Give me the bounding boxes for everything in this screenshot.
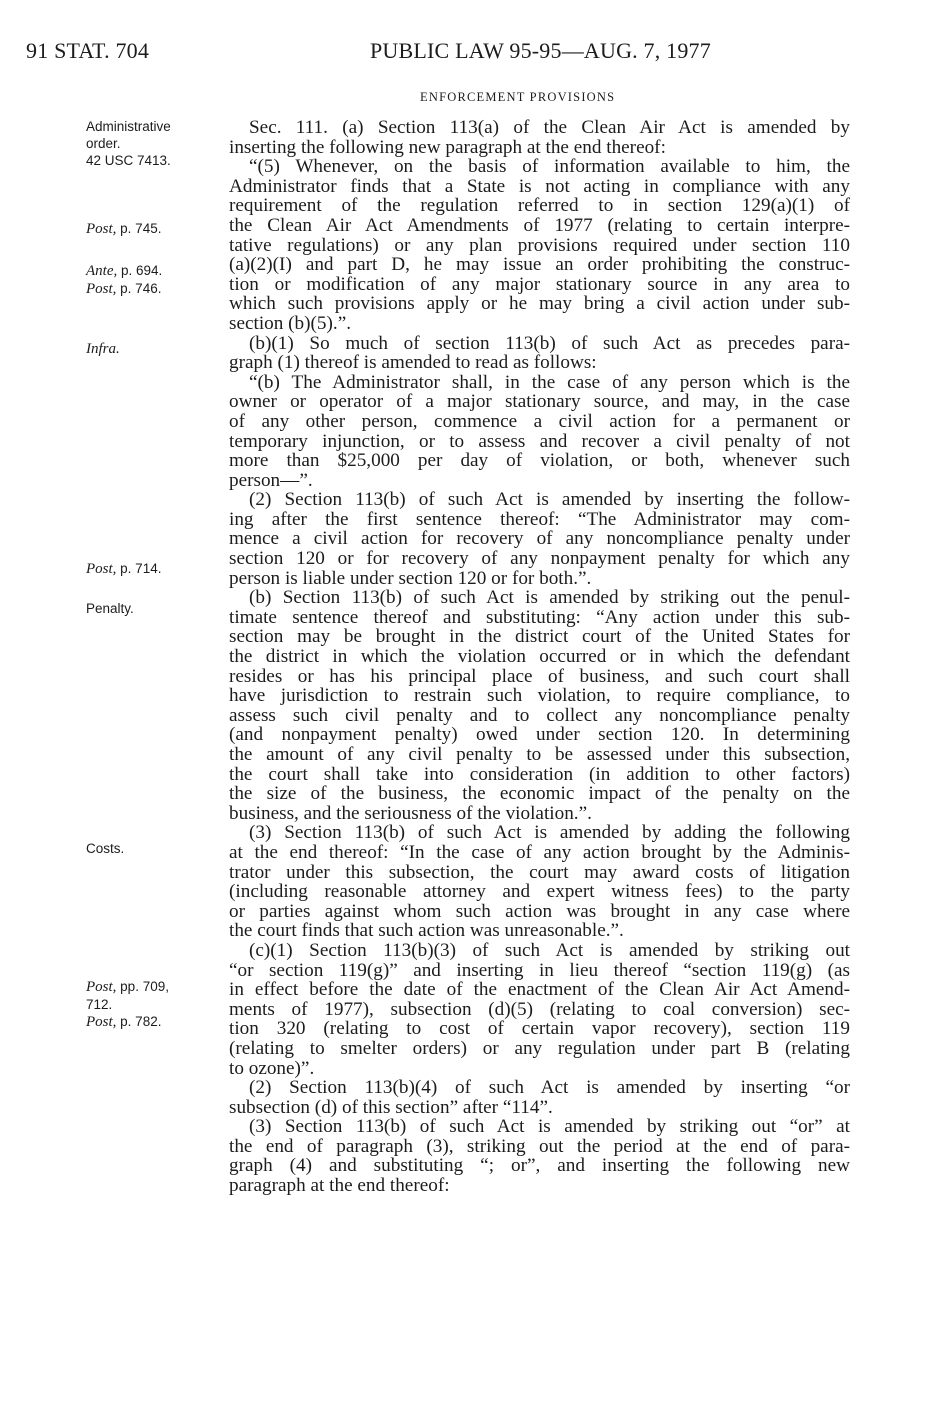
- margin-note-post-714: Post, p. 714.: [86, 561, 162, 577]
- text-line: temporary injunction, or to assess and recover a civil penalty of not: [229, 430, 850, 452]
- text-line: tative regulations) or any plan provisions required under section 110: [229, 234, 850, 256]
- text-line: of any other person, commence a civil action for a permanent or: [229, 410, 850, 432]
- margin-note-post-782: Post, p. 782.: [86, 1014, 162, 1030]
- text-line: to ozone)”.: [229, 1057, 315, 1079]
- text-line: requirement of the regulation referred to in section 129(a)(1) of: [229, 195, 850, 217]
- text-line: the amount of any civil penalty to be assessed under this subsection,: [229, 744, 850, 765]
- text-line: the size of the business, the economic impact of the penalty on the: [229, 783, 850, 805]
- text-line: subsection (d) of this section” after “114”.: [229, 1096, 553, 1118]
- margin-note-post-746: Post, p. 746.: [86, 281, 162, 297]
- text-line: ing after the first sentence thereof: “The Administrator may com-: [229, 508, 850, 530]
- text-line: trator under this subsection, the court may award costs of litigation: [229, 861, 850, 883]
- text-line: tion or modification of any major stationary source in any area to: [229, 273, 850, 295]
- stat-page-number: 91 STAT. 704: [26, 38, 150, 63]
- law-title-header: PUBLIC LAW 95-95—AUG. 7, 1977: [370, 38, 711, 63]
- text-line: (and nonpayment penalty) owed under section 120. In determining: [229, 724, 850, 746]
- text-line: Sec. 111. (a) Section 113(a) of the Clean Air Act is amended by: [249, 117, 850, 138]
- text-line: section (b)(5).”.: [229, 312, 352, 334]
- text-line: graph (4) and substituting “; or”, and inserting the following new: [229, 1155, 850, 1177]
- text-line: “(b) The Administrator shall, in the case of any person which is the: [249, 371, 850, 393]
- text-line: tion 320 (relating to cost of certain vapor recovery), section 119: [229, 1018, 850, 1040]
- margin-note-712: 712.: [86, 997, 113, 1012]
- text-line: (2) Section 113(b)(4) of such Act is amended by inserting “or: [249, 1077, 850, 1099]
- text-line: (c)(1) Section 113(b)(3) of such Act is amended by striking out: [249, 939, 850, 961]
- text-line: (including reasonable attorney and expert witness fees) to the party: [229, 881, 850, 903]
- text-line: “(5) Whenever, on the basis of information available to him, the: [249, 156, 850, 178]
- text-line: the district in which the violation occurred or in which the defendant: [229, 646, 850, 668]
- text-line: (3) Section 113(b) of such Act is amended by adding the following: [249, 822, 850, 844]
- text-line: graph (1) thereof is amended to read as follows:: [229, 352, 597, 374]
- margin-note-infra: Infra.: [86, 341, 120, 357]
- text-line: (b)(1) So much of section 113(b) of such Act as precedes para-: [249, 332, 850, 354]
- text-line: (relating to smelter orders) or any regulation under part B (relating: [229, 1037, 850, 1059]
- margin-note-administrative: Administrative: [86, 119, 171, 134]
- text-line: assess such civil penalty and to collect any noncompliance penalty: [229, 704, 850, 726]
- margin-note-ante-694: Ante, p. 694.: [86, 263, 163, 279]
- margin-note-penalty: Penalty.: [86, 601, 134, 616]
- text-line: or parties against whom such action was brought in any case where: [229, 900, 850, 922]
- text-line: business, and the seriousness of the violation.”.: [229, 802, 592, 824]
- text-line: (3) Section 113(b) of such Act is amended by striking out “or” at: [249, 1116, 850, 1138]
- text-line: inserting the following new paragraph at the end thereof:: [229, 136, 666, 158]
- text-line: (a)(2)(I) and part D, he may issue an order prohibiting the construc-: [229, 254, 850, 276]
- text-line: in effect before the date of the enactment of the Clean Air Act Amend-: [229, 979, 850, 1001]
- text-line: ments of 1977), subsection (d)(5) (relating to coal conversion) sec-: [229, 998, 850, 1020]
- margin-note-order: order.: [86, 136, 121, 151]
- text-line: (b) Section 113(b) of such Act is amended by striking out the penul-: [249, 587, 850, 609]
- margin-note-post-709: Post, pp. 709,: [86, 979, 169, 995]
- margin-note-usc: 42 USC 7413.: [86, 153, 171, 168]
- text-line: “or section 119(g)” and inserting in lieu thereof “section 119(g) (as: [229, 959, 850, 981]
- text-line: timate sentence thereof and substituting: “Any action under this sub-: [229, 606, 850, 628]
- margin-note-post-745: Post, p. 745.: [86, 221, 162, 237]
- text-line: section 120 or for recovery of any nonpayment penalty for which any: [229, 548, 850, 570]
- text-line: person—”.: [229, 469, 313, 491]
- section-heading: ENFORCEMENT PROVISIONS: [420, 90, 616, 104]
- text-line: mence a civil action for recovery of any noncompliance penalty under: [229, 528, 850, 550]
- text-line: which such provisions apply or he may bring a civil action under sub-: [229, 293, 850, 315]
- text-line: at the end thereof: “In the case of any action brought by the Adminis-: [229, 841, 850, 863]
- text-line: the court finds that such action was unreasonable.”.: [229, 920, 624, 942]
- statute-text: [229, 118, 850, 1196]
- text-line: the end of paragraph (3), striking out the period at the end of para-: [229, 1135, 850, 1157]
- text-line: (2) Section 113(b) of such Act is amended by inserting the follow-: [249, 489, 850, 511]
- text-line: resides or has his principal place of business, and such court shall: [229, 665, 850, 687]
- text-line: the Clean Air Act Amendments of 1977 (relating to certain interpre-: [229, 214, 850, 236]
- text-line: paragraph at the end thereof:: [229, 1175, 450, 1197]
- text-line: more than $25,000 per day of violation, or both, whenever such: [229, 450, 850, 472]
- text-line: have jurisdiction to restrain such violation, to require compliance, to: [229, 685, 850, 707]
- text-line: the court shall take into consideration (in addition to other factors): [229, 763, 850, 785]
- text-line: section may be brought in the district court of the United States for: [229, 626, 850, 648]
- text-line: owner or operator of a major stationary source, and may, in the case: [229, 391, 850, 413]
- text-line: Administrator finds that a State is not acting in compliance with any: [229, 175, 850, 197]
- text-line: person is liable under section 120 or for both.”.: [229, 567, 592, 589]
- margin-note-costs: Costs.: [86, 841, 125, 856]
